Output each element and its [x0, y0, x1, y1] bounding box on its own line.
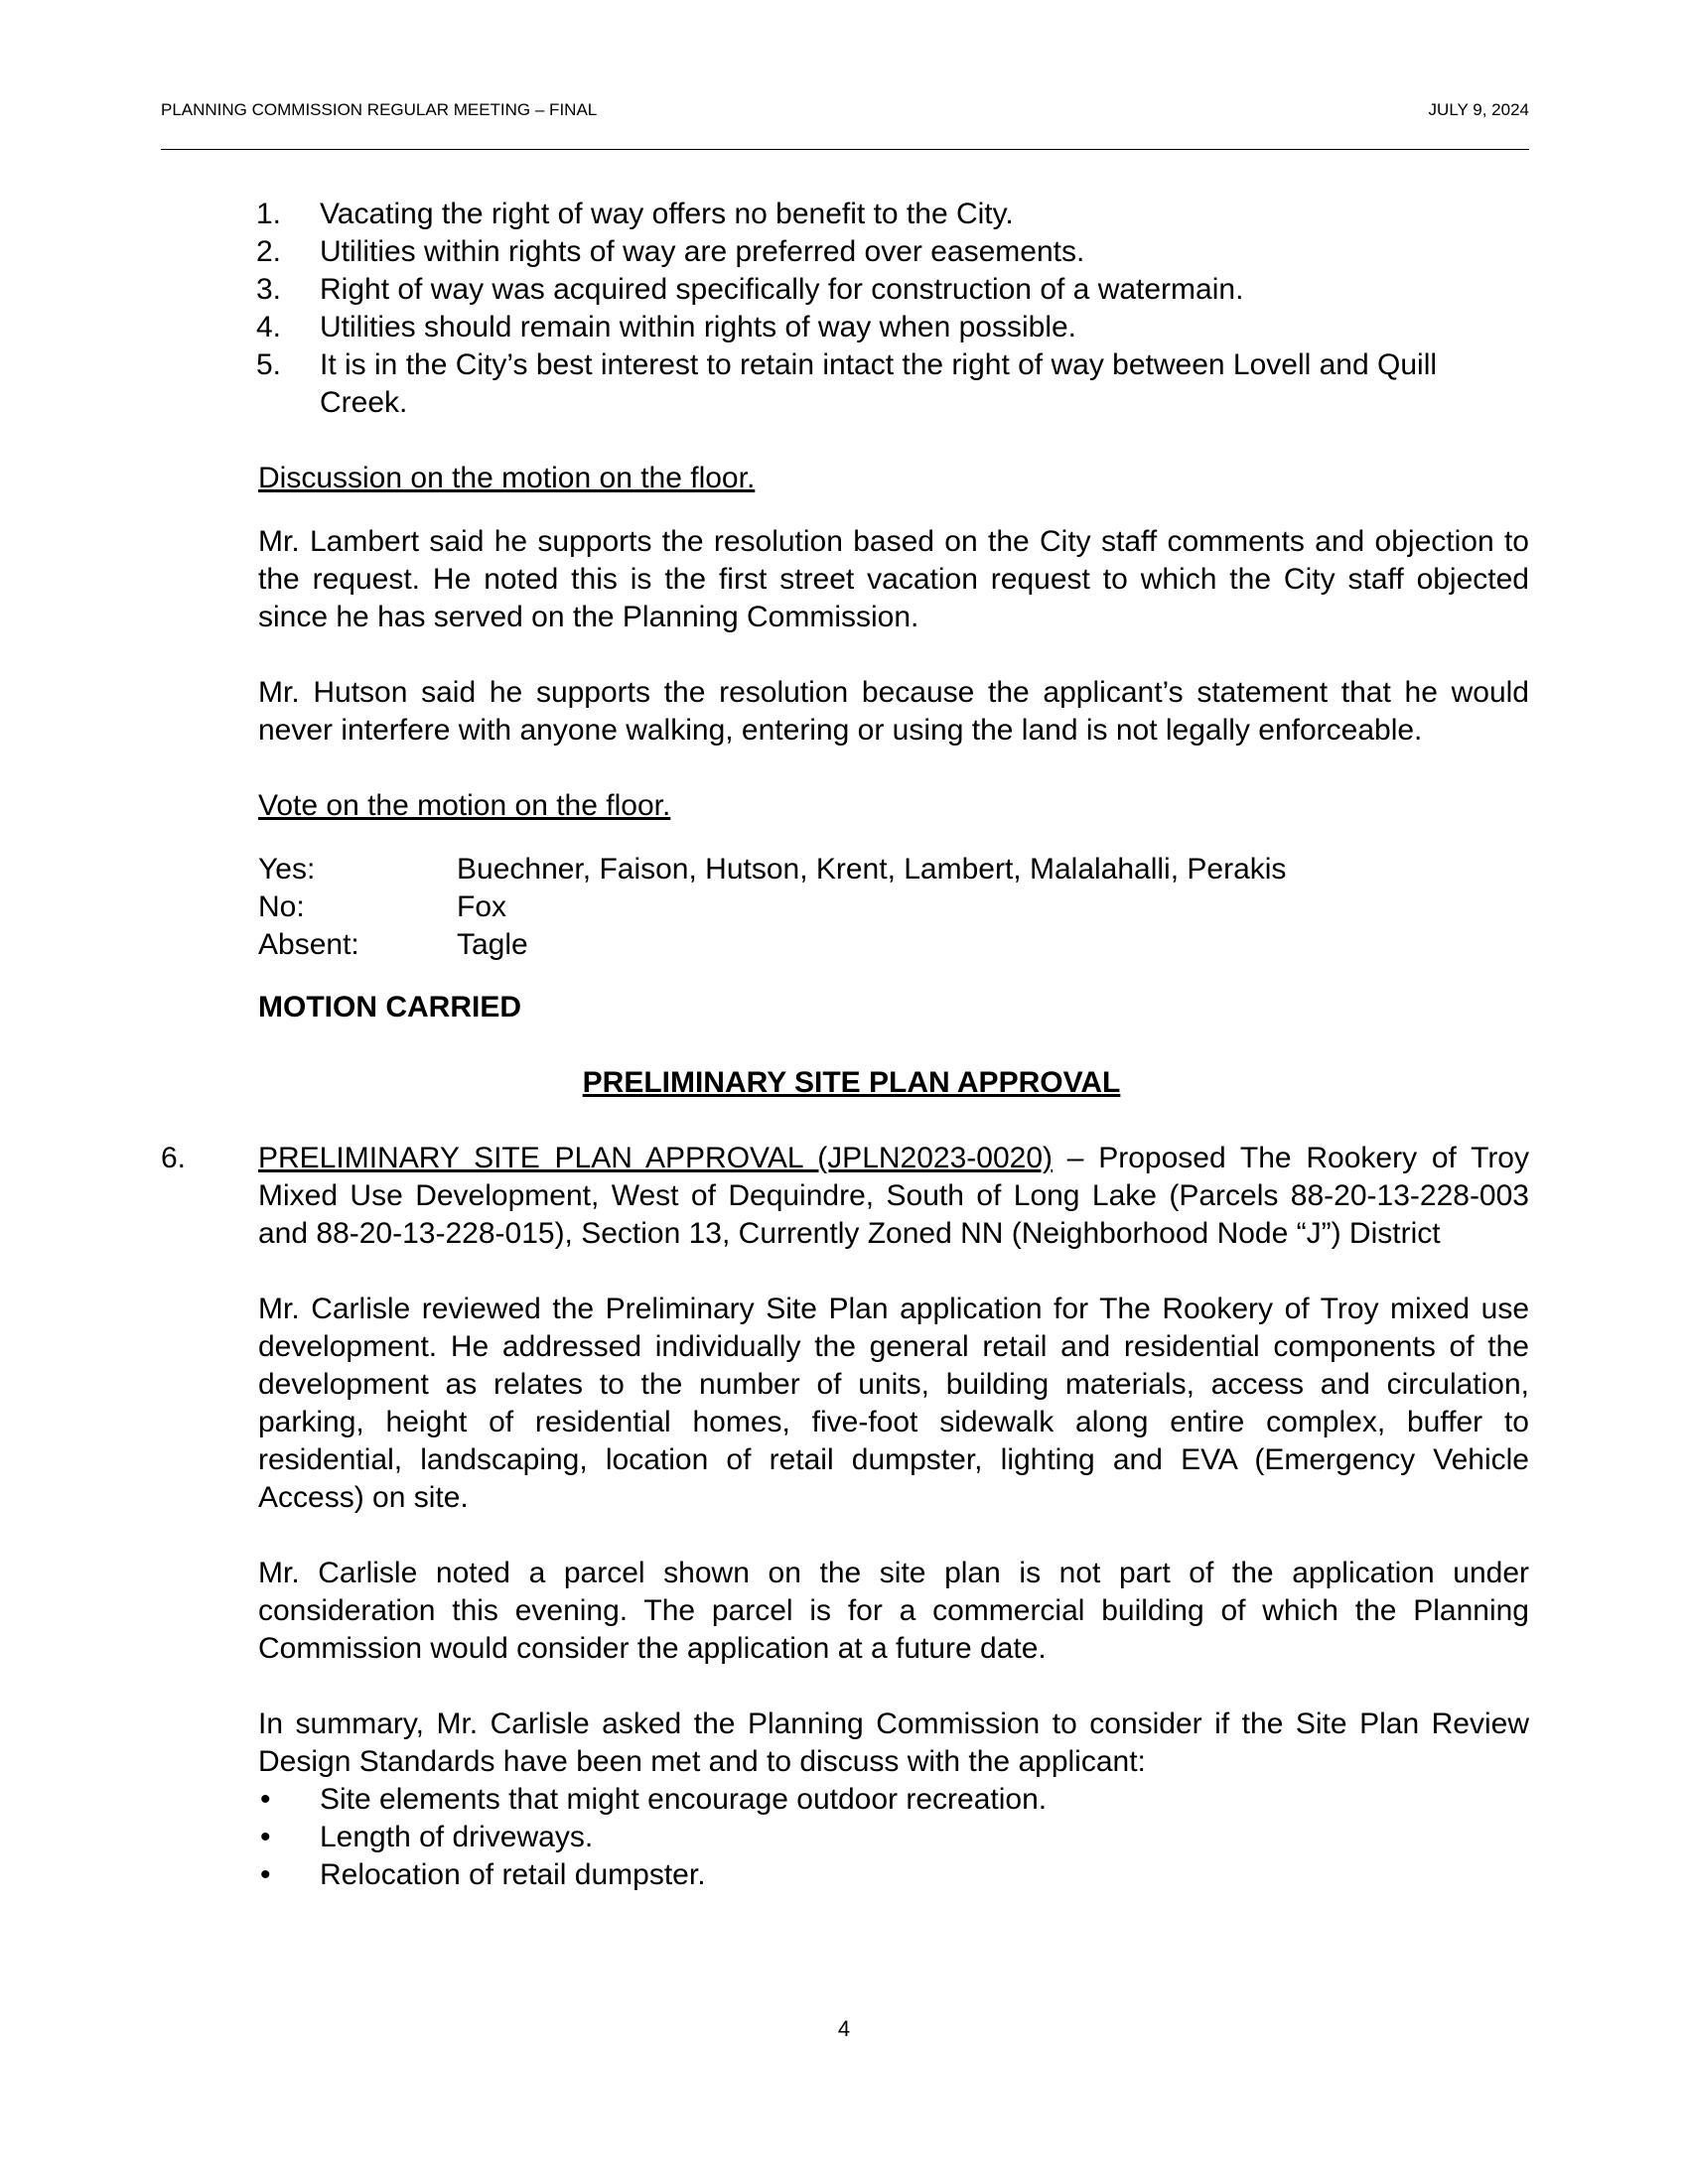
list-item	[256, 309, 1529, 346]
bullet-icon: •	[260, 1783, 271, 1816]
discussion-points-list	[258, 1781, 1529, 1894]
vote-row	[258, 851, 1529, 888]
discussion-paragraph: Mr. Hutson said he supports the resolution because the applicant’s statement that he would never interfere with anyone walking, entering or using the land is not legally enforceable.	[258, 676, 1529, 747]
list-text: Utilities should remain within rights of way when possible.	[320, 311, 1077, 343]
list-text: Utilities within rights of way are preferred over easements.	[320, 235, 1085, 268]
item-paragraph: In summary, Mr. Carlisle asked the Planning Commission to consider if the Site Plan Review Design Standards have been met and to discuss with the applicant:	[258, 1707, 1529, 1778]
item-paragraph: Mr. Carlisle reviewed the Preliminary Site Plan application for The Rookery of Troy mixed use development. He addressed individually the general retail and residential components of the development as relates to the number of units, building materials, access and circulation, parking, height of residential homes, five-foot sidewalk along entire complex, buffer to residential, landscaping, location of retail dumpster, lighting and EVA (Emergency Vehicle Access) on site.	[258, 1293, 1529, 1514]
list-text: Length of driveways.	[320, 1821, 594, 1853]
discussion-heading: Discussion on the motion on the floor.	[258, 462, 756, 494]
list-text: Right of way was acquired specifically for construction of a watermain.	[320, 273, 1244, 306]
list-number: 3.	[256, 273, 282, 306]
item-paragraph: Mr. Carlisle noted a parcel shown on the site plan is not part of the application under consideration this evening. The parcel is for a commercial building of which the Planning Commission would consider the application at a future date.	[258, 1557, 1529, 1665]
bullet-icon: •	[260, 1858, 271, 1891]
list-text: Vacating the right of way offers no benefit to the City.	[320, 198, 1014, 230]
reasons-list	[256, 196, 1529, 422]
list-item	[258, 1856, 1529, 1894]
header-divider	[161, 149, 1529, 150]
list-item	[256, 271, 1529, 309]
list-item	[256, 233, 1529, 271]
vote-names: Fox	[457, 890, 507, 923]
list-number: 4.	[256, 311, 282, 343]
agenda-item-title: PRELIMINARY SITE PLAN APPROVAL (JPLN2023-0020)	[258, 1142, 1053, 1174]
vote-label: Absent:	[258, 928, 359, 961]
motion-result: MOTION CARRIED	[258, 991, 521, 1024]
vote-heading: Vote on the motion on the floor.	[258, 789, 671, 822]
list-item	[258, 1781, 1529, 1819]
vote-row	[258, 926, 1529, 964]
header-date: JULY 9, 2024	[1428, 100, 1529, 119]
vote-label: Yes:	[258, 853, 316, 886]
vote-names: Buechner, Faison, Hutson, Krent, Lambert, Malalahalli, Perakis	[457, 853, 1287, 886]
vote-label: No:	[258, 890, 305, 923]
list-text: Relocation of retail dumpster.	[320, 1858, 706, 1891]
agenda-item-text	[258, 1140, 1529, 1253]
vote-table	[258, 851, 1529, 964]
page-number: 4	[837, 2016, 851, 2041]
list-item	[258, 1819, 1529, 1856]
bullet-icon: •	[260, 1821, 271, 1853]
list-number: 1.	[256, 198, 282, 230]
list-number: 2.	[256, 235, 282, 268]
list-text: It is in the City’s best interest to retain intact the right of way between Lovell and Quill Creek.	[320, 348, 1438, 419]
agenda-item	[161, 1140, 1529, 1253]
page-body	[0, 196, 1688, 1894]
page-header	[161, 100, 1529, 120]
agenda-item-number: 6.	[161, 1142, 187, 1174]
vote-row	[258, 888, 1529, 926]
agenda-item-description: – Proposed The Rookery of Troy Mixed Use Development, West of Dequindre, South of Long Lake (Parcels 88-20-13-228-003 and 88-20-13-228-015), Section 13, Currently Zoned NN (Neighborhood Node “J”) District	[258, 1142, 1529, 1250]
section-heading: PRELIMINARY SITE PLAN APPROVAL	[582, 1066, 1121, 1099]
vote-names: Tagle	[457, 928, 528, 961]
list-item	[256, 346, 1529, 422]
discussion-paragraph: Mr. Lambert said he supports the resolution based on the City staff comments and objection to the request. He noted this is the first street vacation request to which the City staff objected since he has served on the Planning Commission.	[258, 525, 1529, 633]
list-text: Site elements that might encourage outdoor recreation.	[320, 1783, 1048, 1816]
list-number: 5.	[256, 348, 282, 381]
list-item	[256, 196, 1529, 233]
header-title: PLANNING COMMISSION REGULAR MEETING – FINAL	[161, 100, 598, 119]
